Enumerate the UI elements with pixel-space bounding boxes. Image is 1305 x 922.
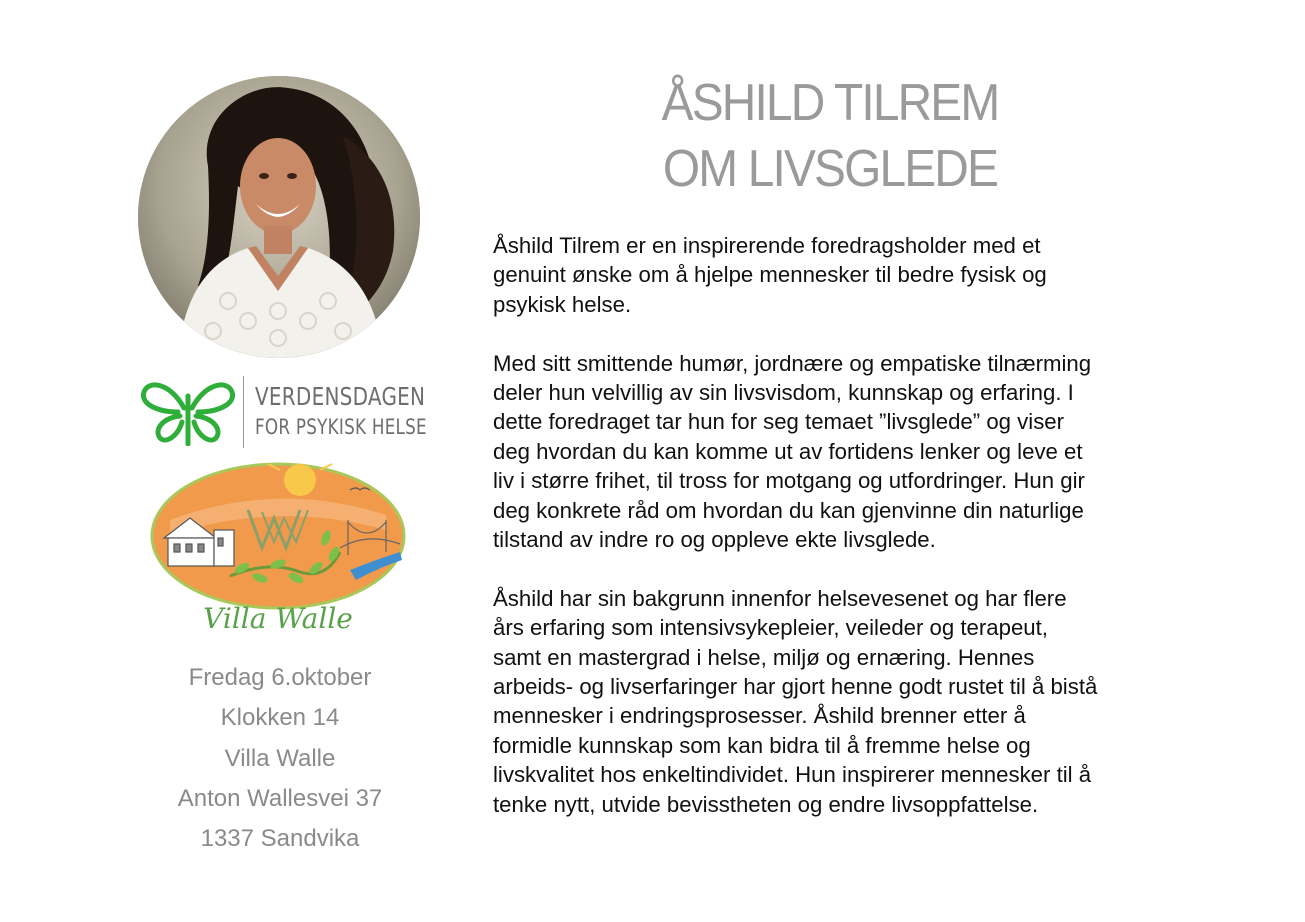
text-line: formidle kunnskap som kan bidra til å fremme helse og	[493, 732, 1031, 758]
villa-walle-name: Villa Walle	[203, 602, 353, 635]
verdensdagen-wordmark	[255, 382, 427, 442]
text-line: mennesker i endringsprosesser. Åshild brenner etter å	[493, 703, 1026, 729]
text-line: års erfaring som intensivsykepleier, veileder og terapeut,	[493, 615, 1048, 641]
villa-walle-logo	[150, 460, 406, 638]
text-line: liv i større frihet, til tross for motgang og utfordringer. Hun gir	[493, 468, 1085, 494]
paragraph-talk	[493, 349, 1183, 555]
text-line: tenke nytt, utvide bevisstheten og endre livsoppfattelse.	[493, 791, 1039, 817]
text-line: genuint ønske om å hjelpe mennesker til bedre fysisk og	[493, 262, 1047, 288]
verdensdagen-logo	[140, 376, 430, 450]
event-info	[120, 658, 440, 859]
text-line: deg konkrete råd om hvordan du kan gjenvinne din naturlige	[493, 497, 1084, 523]
speaker-portrait-image	[138, 76, 420, 358]
text-line: deg hvordan du kan komme ut av fortidens lenker og leve et	[493, 438, 1083, 464]
title-line2: OM LIVSGLEDE	[662, 140, 998, 198]
page-title	[560, 70, 1100, 202]
text-line: tilstand av indre ro og oppleve ekte livsglede.	[493, 527, 936, 553]
text-line: arbeids- og livserfaringer har gjort henne godt rustet til å bistå	[493, 674, 1098, 700]
text-line: psykisk helse.	[493, 291, 632, 317]
text-line: samt en mastergrad i helse, miljø og ernæring. Hennes	[493, 644, 1035, 670]
event-city: 1337 Sandvika	[200, 825, 360, 853]
body-text	[493, 231, 1183, 848]
villa-walle-emblem	[150, 460, 406, 610]
event-street: Anton Wallesvei 37	[177, 784, 383, 812]
paragraph-background	[493, 584, 1183, 819]
text-line: Åshild Tilrem er en inspirerende foredragsholder med et	[493, 233, 1041, 258]
text-line: livskvalitet hos enkeltindividet. Hun inspirerer mennesker til å	[493, 762, 1092, 788]
event-date: Fredag 6.oktober	[188, 664, 372, 691]
verdensdagen-line1: VERDENSDAGEN	[255, 382, 426, 411]
event-venue: Villa Walle	[224, 744, 336, 772]
text-line: dette foredraget tar hun for seg temaet ”livsglede” og viser	[493, 409, 1065, 435]
butterfly-icon	[140, 378, 236, 446]
title-line1: ÅSHILD TILREM	[661, 74, 999, 132]
paragraph-intro	[493, 231, 1183, 319]
event-time: Klokken 14	[220, 704, 340, 732]
text-line: Med sitt smittende humør, jordnære og empatiske tilnærming	[493, 350, 1092, 376]
logo-divider	[243, 376, 244, 448]
text-line: Åshild har sin bakgrunn innenfor helsevesenet og har flere	[493, 585, 1067, 611]
text-line: deler hun velvillig av sin livsvisdom, kunnskap og erfaring. I	[493, 380, 1074, 406]
verdensdagen-line2: FOR PSYKISK HELSE	[255, 415, 427, 439]
speaker-portrait	[138, 76, 420, 358]
